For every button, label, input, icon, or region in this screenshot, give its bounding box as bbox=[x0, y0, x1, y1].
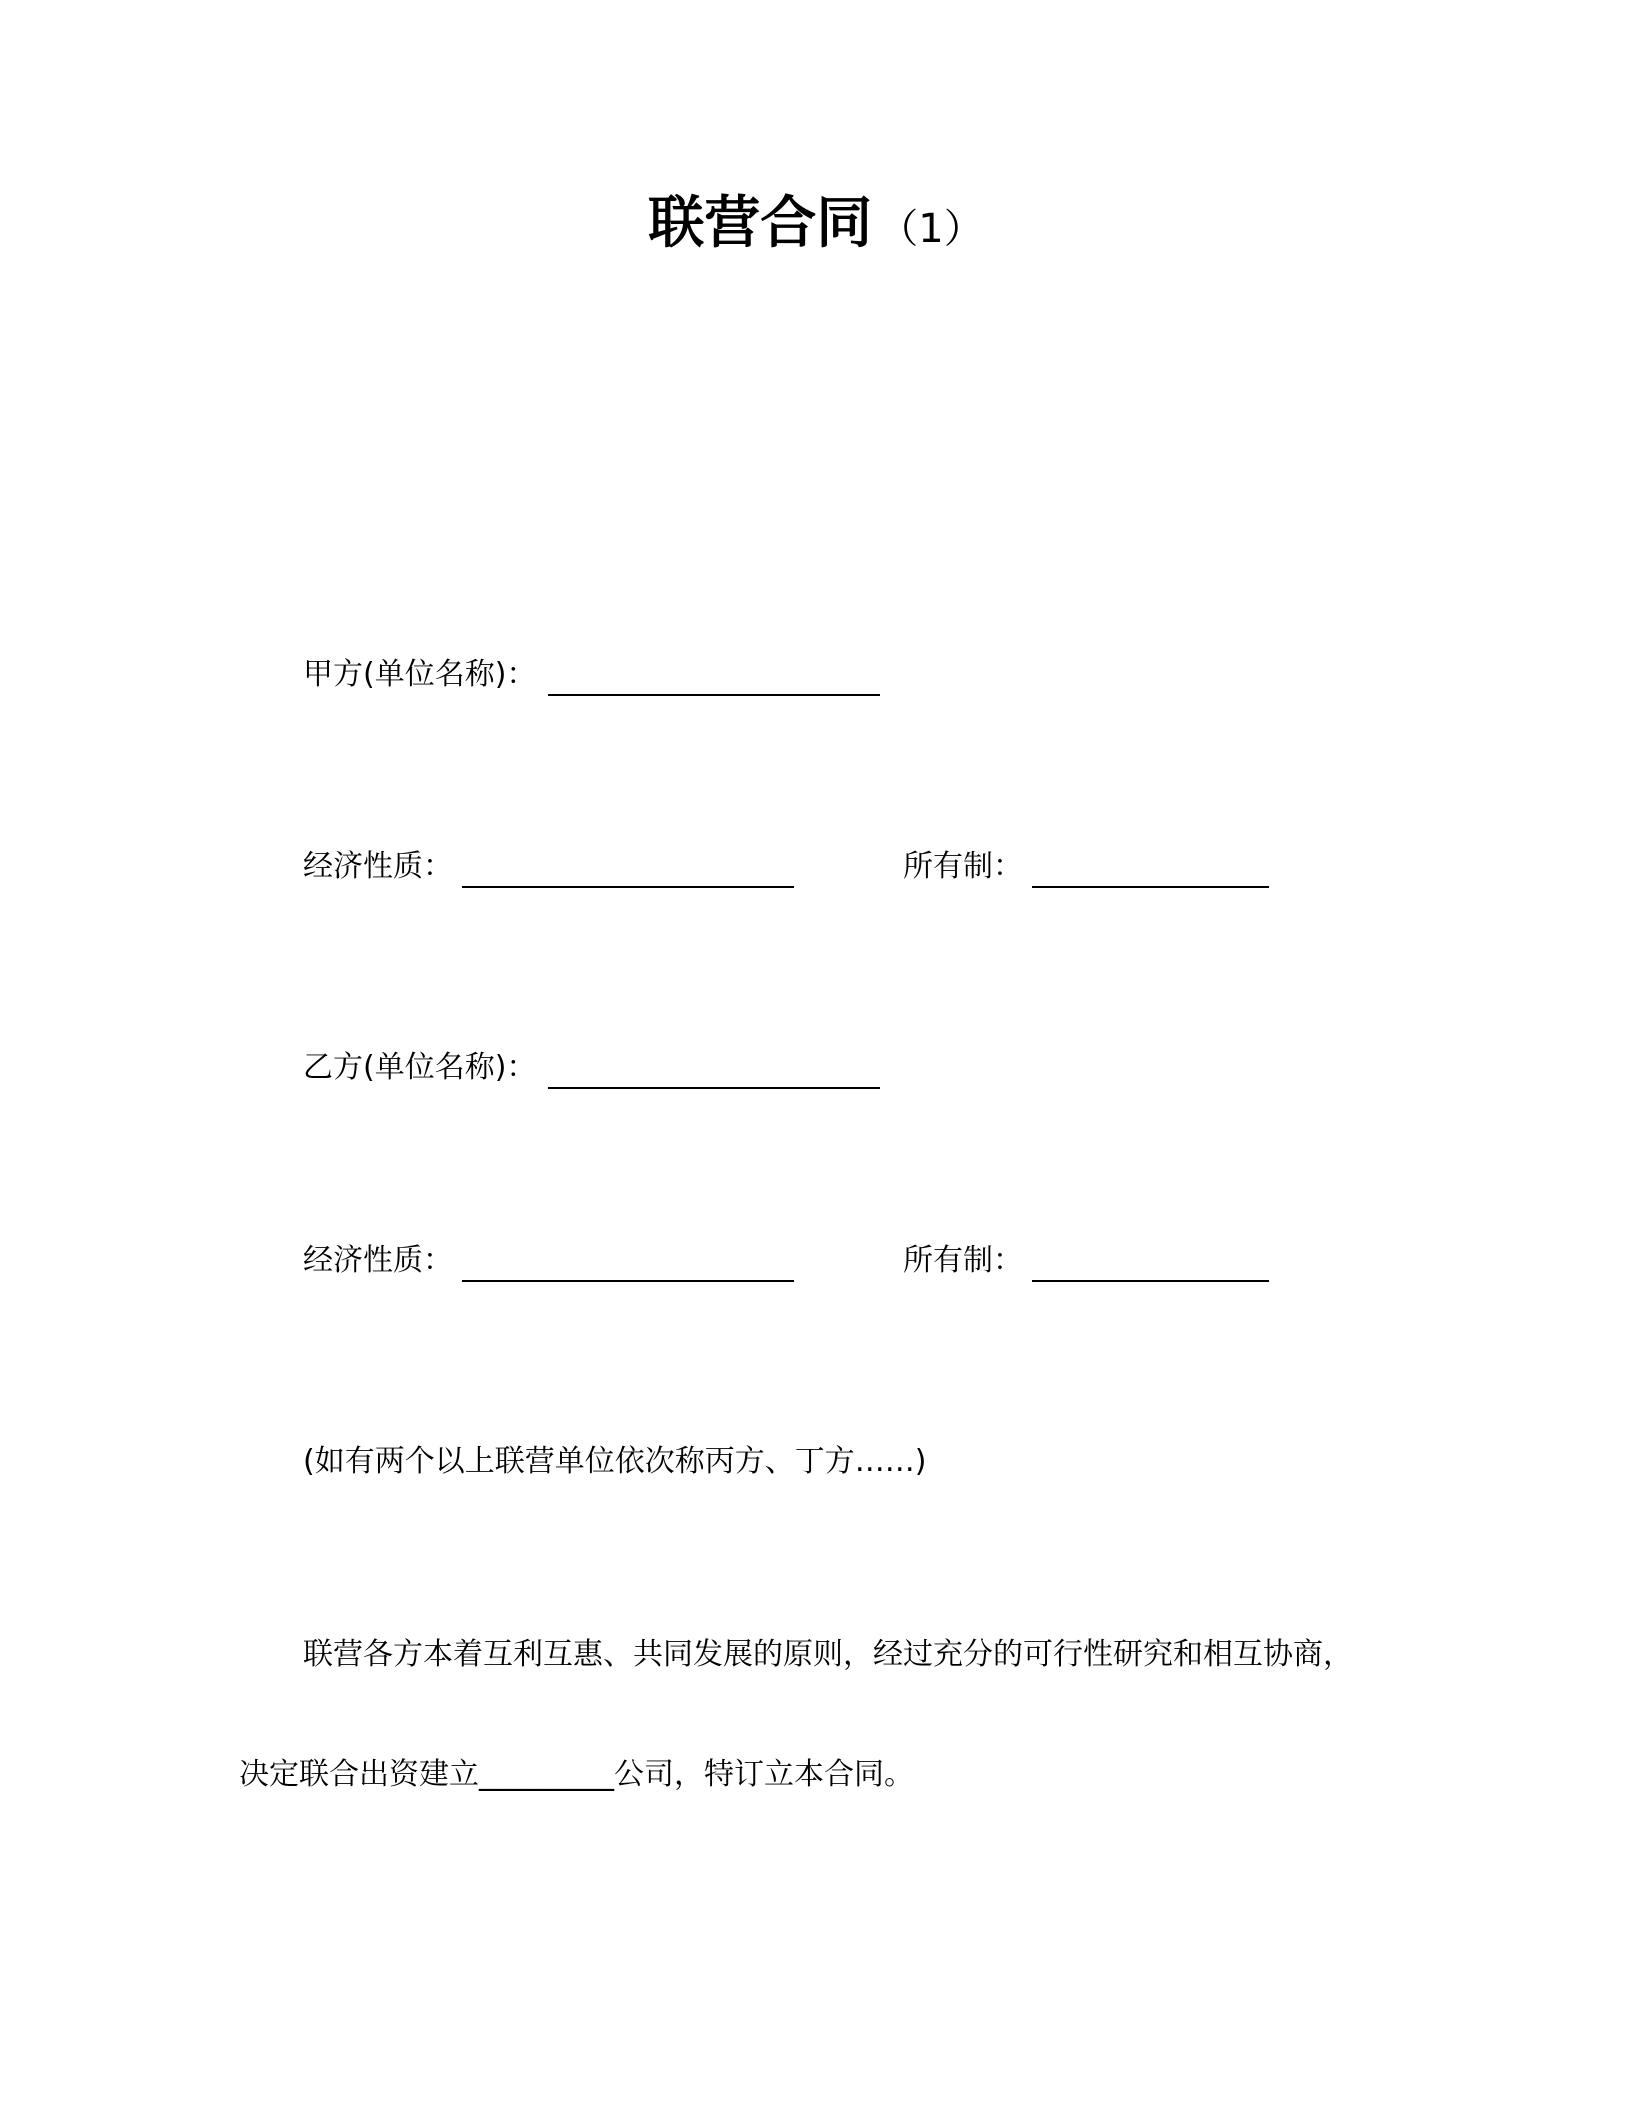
party-a-name-row bbox=[0, 657, 1632, 720]
party-b-nature-label: 经济性质： bbox=[303, 1243, 453, 1278]
party-b-ownership-blank[interactable] bbox=[1032, 1280, 1269, 1282]
party-b-nature-blank[interactable] bbox=[462, 1280, 794, 1282]
party-a-nature-blank[interactable] bbox=[462, 886, 794, 888]
preamble-line-2: 决定联合出资建立_________公司，特订立本合同。 bbox=[239, 1757, 914, 1792]
title-main: 联营合同 bbox=[648, 191, 873, 256]
document-title bbox=[0, 191, 1632, 256]
party-b-name-blank[interactable] bbox=[548, 1087, 880, 1089]
party-a-ownership-label: 所有制： bbox=[903, 849, 1023, 884]
additional-parties-note: (如有两个以上联营单位依次称丙方、丁方……) bbox=[303, 1444, 927, 1479]
preamble-line-1: 联营各方本着互利互惠、共同发展的原则，经过充分的可行性研究和相互协商， bbox=[303, 1637, 1353, 1672]
party-b-nature-row bbox=[0, 1243, 1632, 1306]
party-a-ownership-blank[interactable] bbox=[1032, 886, 1269, 888]
party-a-name-label: 甲方(单位名称)： bbox=[303, 657, 537, 692]
title-suffix: （1） bbox=[878, 206, 984, 252]
party-a-nature-label: 经济性质： bbox=[303, 849, 453, 884]
party-b-name-label: 乙方(单位名称)： bbox=[303, 1050, 537, 1085]
party-b-name-row bbox=[0, 1050, 1632, 1113]
party-b-ownership-label: 所有制： bbox=[903, 1243, 1023, 1278]
party-a-name-blank[interactable] bbox=[548, 694, 880, 696]
party-a-nature-row bbox=[0, 849, 1632, 912]
